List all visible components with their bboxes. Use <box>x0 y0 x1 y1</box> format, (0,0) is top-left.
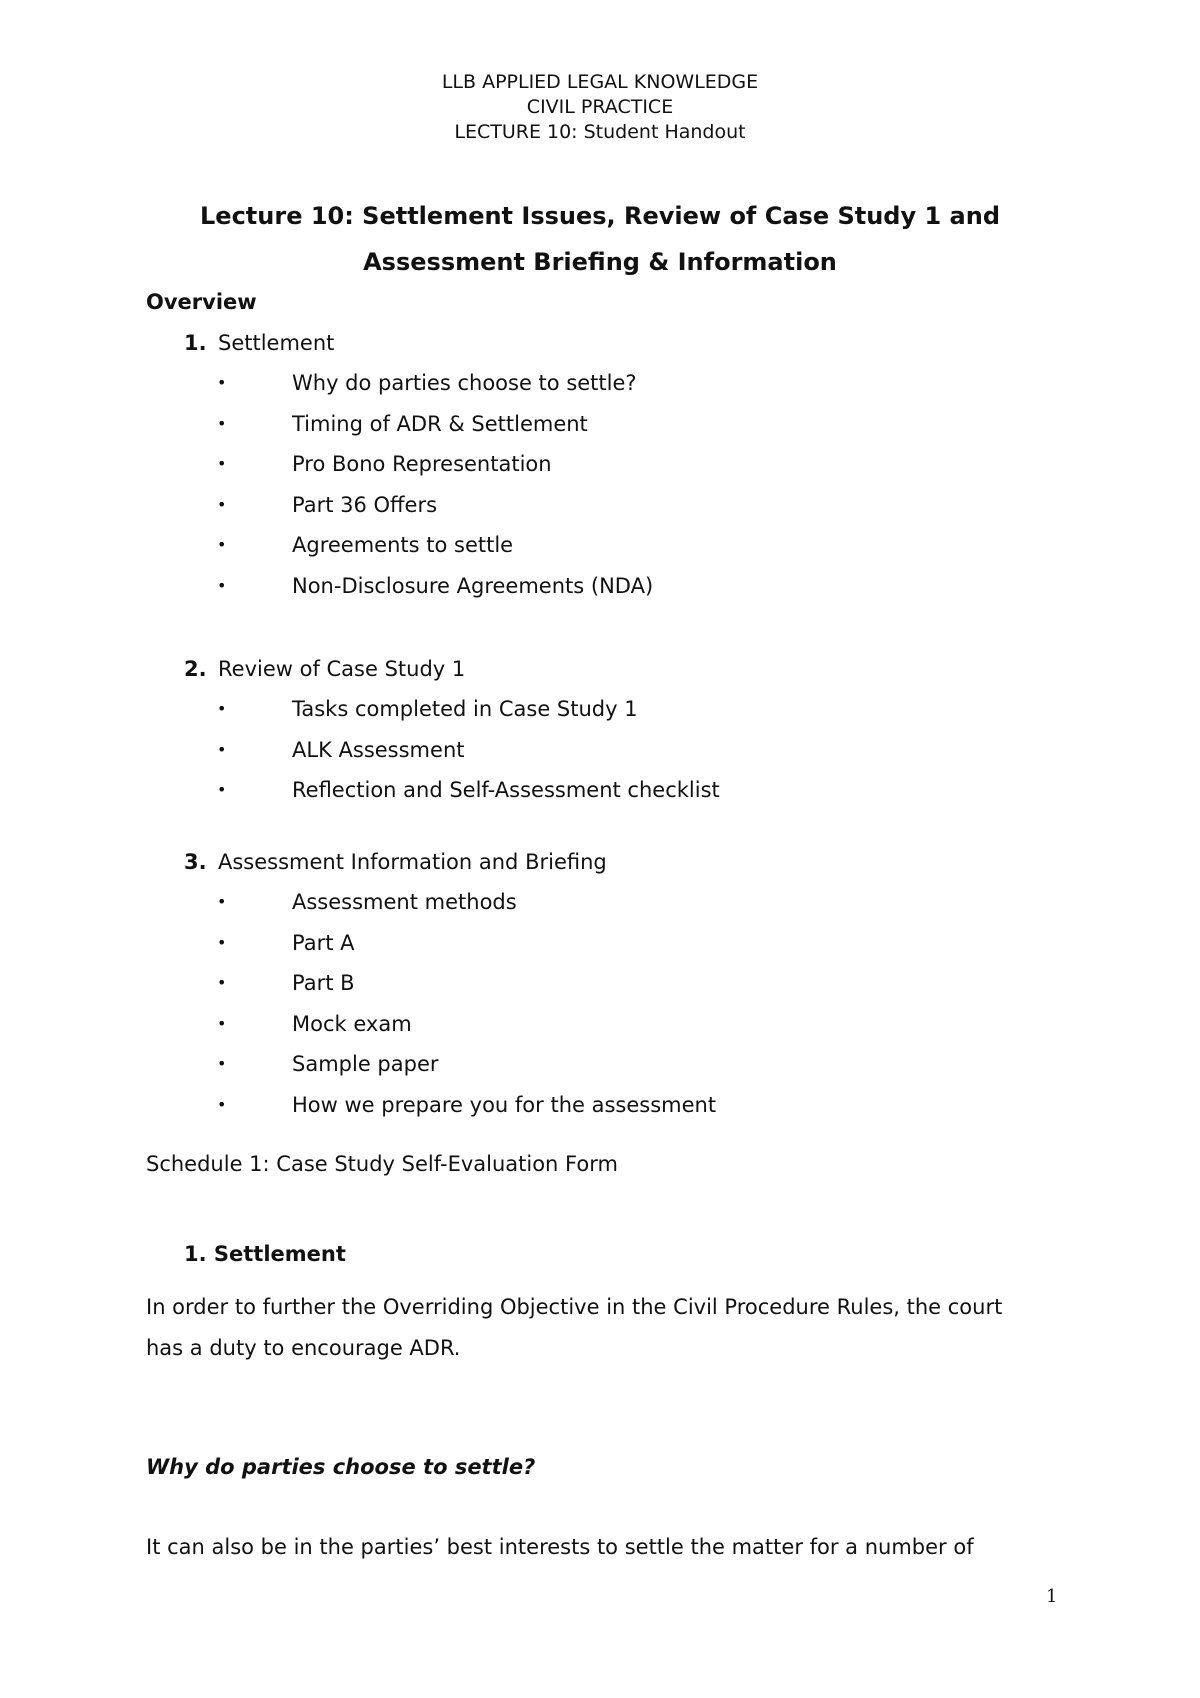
bullet-list <box>146 369 1046 612</box>
header-line-module: CIVIL PRACTICE <box>526 96 674 118</box>
bullet-list <box>146 695 1046 817</box>
bullet-icon: • <box>217 1013 227 1033</box>
list-item <box>146 1050 1046 1091</box>
list-item <box>146 969 1046 1010</box>
section-number: 3. <box>184 850 207 874</box>
list-item-text: Part 36 Offers <box>292 492 438 517</box>
list-item <box>146 410 1046 451</box>
list-item-text: Reflection and Self-Assessment checklist <box>292 778 720 802</box>
header-line-lecture: LECTURE 10: Student Handout <box>454 121 746 143</box>
list-item <box>146 776 1046 817</box>
section-heading <box>146 655 1046 695</box>
bullet-icon: • <box>217 932 227 952</box>
title-line-1: Lecture 10: Settlement Issues, Review of Case Study 1 and <box>200 202 1000 230</box>
bullet-icon: • <box>217 1094 227 1114</box>
section-title: Settlement <box>218 331 335 355</box>
bullet-icon: • <box>217 535 227 554</box>
bullet-icon: • <box>217 892 227 911</box>
overview-heading: Overview <box>146 290 257 314</box>
section-heading <box>146 848 1046 888</box>
list-item-text: Part A <box>292 930 355 955</box>
list-item <box>146 888 1046 929</box>
list-item <box>146 1010 1046 1051</box>
list-item-text: Tasks completed in Case Study 1 <box>292 697 638 721</box>
overview-section-review <box>146 655 1046 817</box>
bullet-icon: • <box>217 699 227 718</box>
list-item <box>146 736 1046 777</box>
list-item-text: Part B <box>292 971 355 995</box>
bullet-icon: • <box>217 739 227 759</box>
document-title <box>0 193 1200 285</box>
overview-section-assessment <box>146 848 1046 1131</box>
section-title: Assessment Information and Briefing <box>218 850 607 874</box>
list-item <box>146 572 1046 613</box>
why-settle-heading: Why do parties choose to settle? <box>146 1455 536 1479</box>
list-item-text: Non-Disclosure Agreements (NDA) <box>292 573 654 598</box>
overview-section-settlement <box>146 329 1046 612</box>
list-item-text: Assessment methods <box>292 890 517 914</box>
section-title: Review of Case Study 1 <box>218 657 466 681</box>
document-header <box>0 70 1200 145</box>
bullet-icon: • <box>217 454 227 473</box>
list-item-text: Pro Bono Representation <box>292 452 552 476</box>
page-number: 1 <box>1046 1586 1058 1607</box>
section-number: 2. <box>184 657 207 681</box>
bullet-icon: • <box>217 780 227 799</box>
list-item <box>146 695 1046 736</box>
list-item-text: How we prepare you for the assessment <box>292 1092 717 1117</box>
bullet-icon: • <box>217 494 227 514</box>
list-item-text: Why do parties choose to settle? <box>292 371 637 395</box>
section-number: 1. <box>184 331 207 355</box>
list-item-text: Sample paper <box>292 1052 439 1076</box>
list-item-text: Mock exam <box>292 1011 412 1036</box>
list-item <box>146 1091 1046 1132</box>
bullet-icon: • <box>217 373 227 392</box>
bullet-icon: • <box>217 973 227 992</box>
settlement-paragraph: In order to further the Overriding Objective in the Civil Procedure Rules, the court has a duty to encourage ADR. <box>146 1295 1003 1360</box>
bullet-icon: • <box>217 575 227 595</box>
bullet-icon: • <box>217 413 227 433</box>
list-item-text: Agreements to settle <box>292 533 514 557</box>
why-settle-paragraph: It can also be in the parties’ best interests to settle the matter for a number of <box>146 1535 974 1559</box>
list-item-text: ALK Assessment <box>292 737 465 762</box>
settlement-section-heading: 1. Settlement <box>184 1242 346 1266</box>
list-item-text: Timing of ADR & Settlement <box>292 411 588 436</box>
section-heading <box>146 329 1046 369</box>
bullet-list <box>146 888 1046 1131</box>
title-line-2: Assessment Briefing & Information <box>363 248 837 276</box>
header-line-course: LLB APPLIED LEGAL KNOWLEDGE <box>441 71 759 93</box>
bullet-icon: • <box>217 1054 227 1073</box>
list-item <box>146 491 1046 532</box>
list-item <box>146 369 1046 410</box>
list-item <box>146 929 1046 970</box>
schedule-reference: Schedule 1: Case Study Self-Evaluation Form <box>146 1152 618 1176</box>
list-item <box>146 450 1046 491</box>
list-item <box>146 531 1046 572</box>
